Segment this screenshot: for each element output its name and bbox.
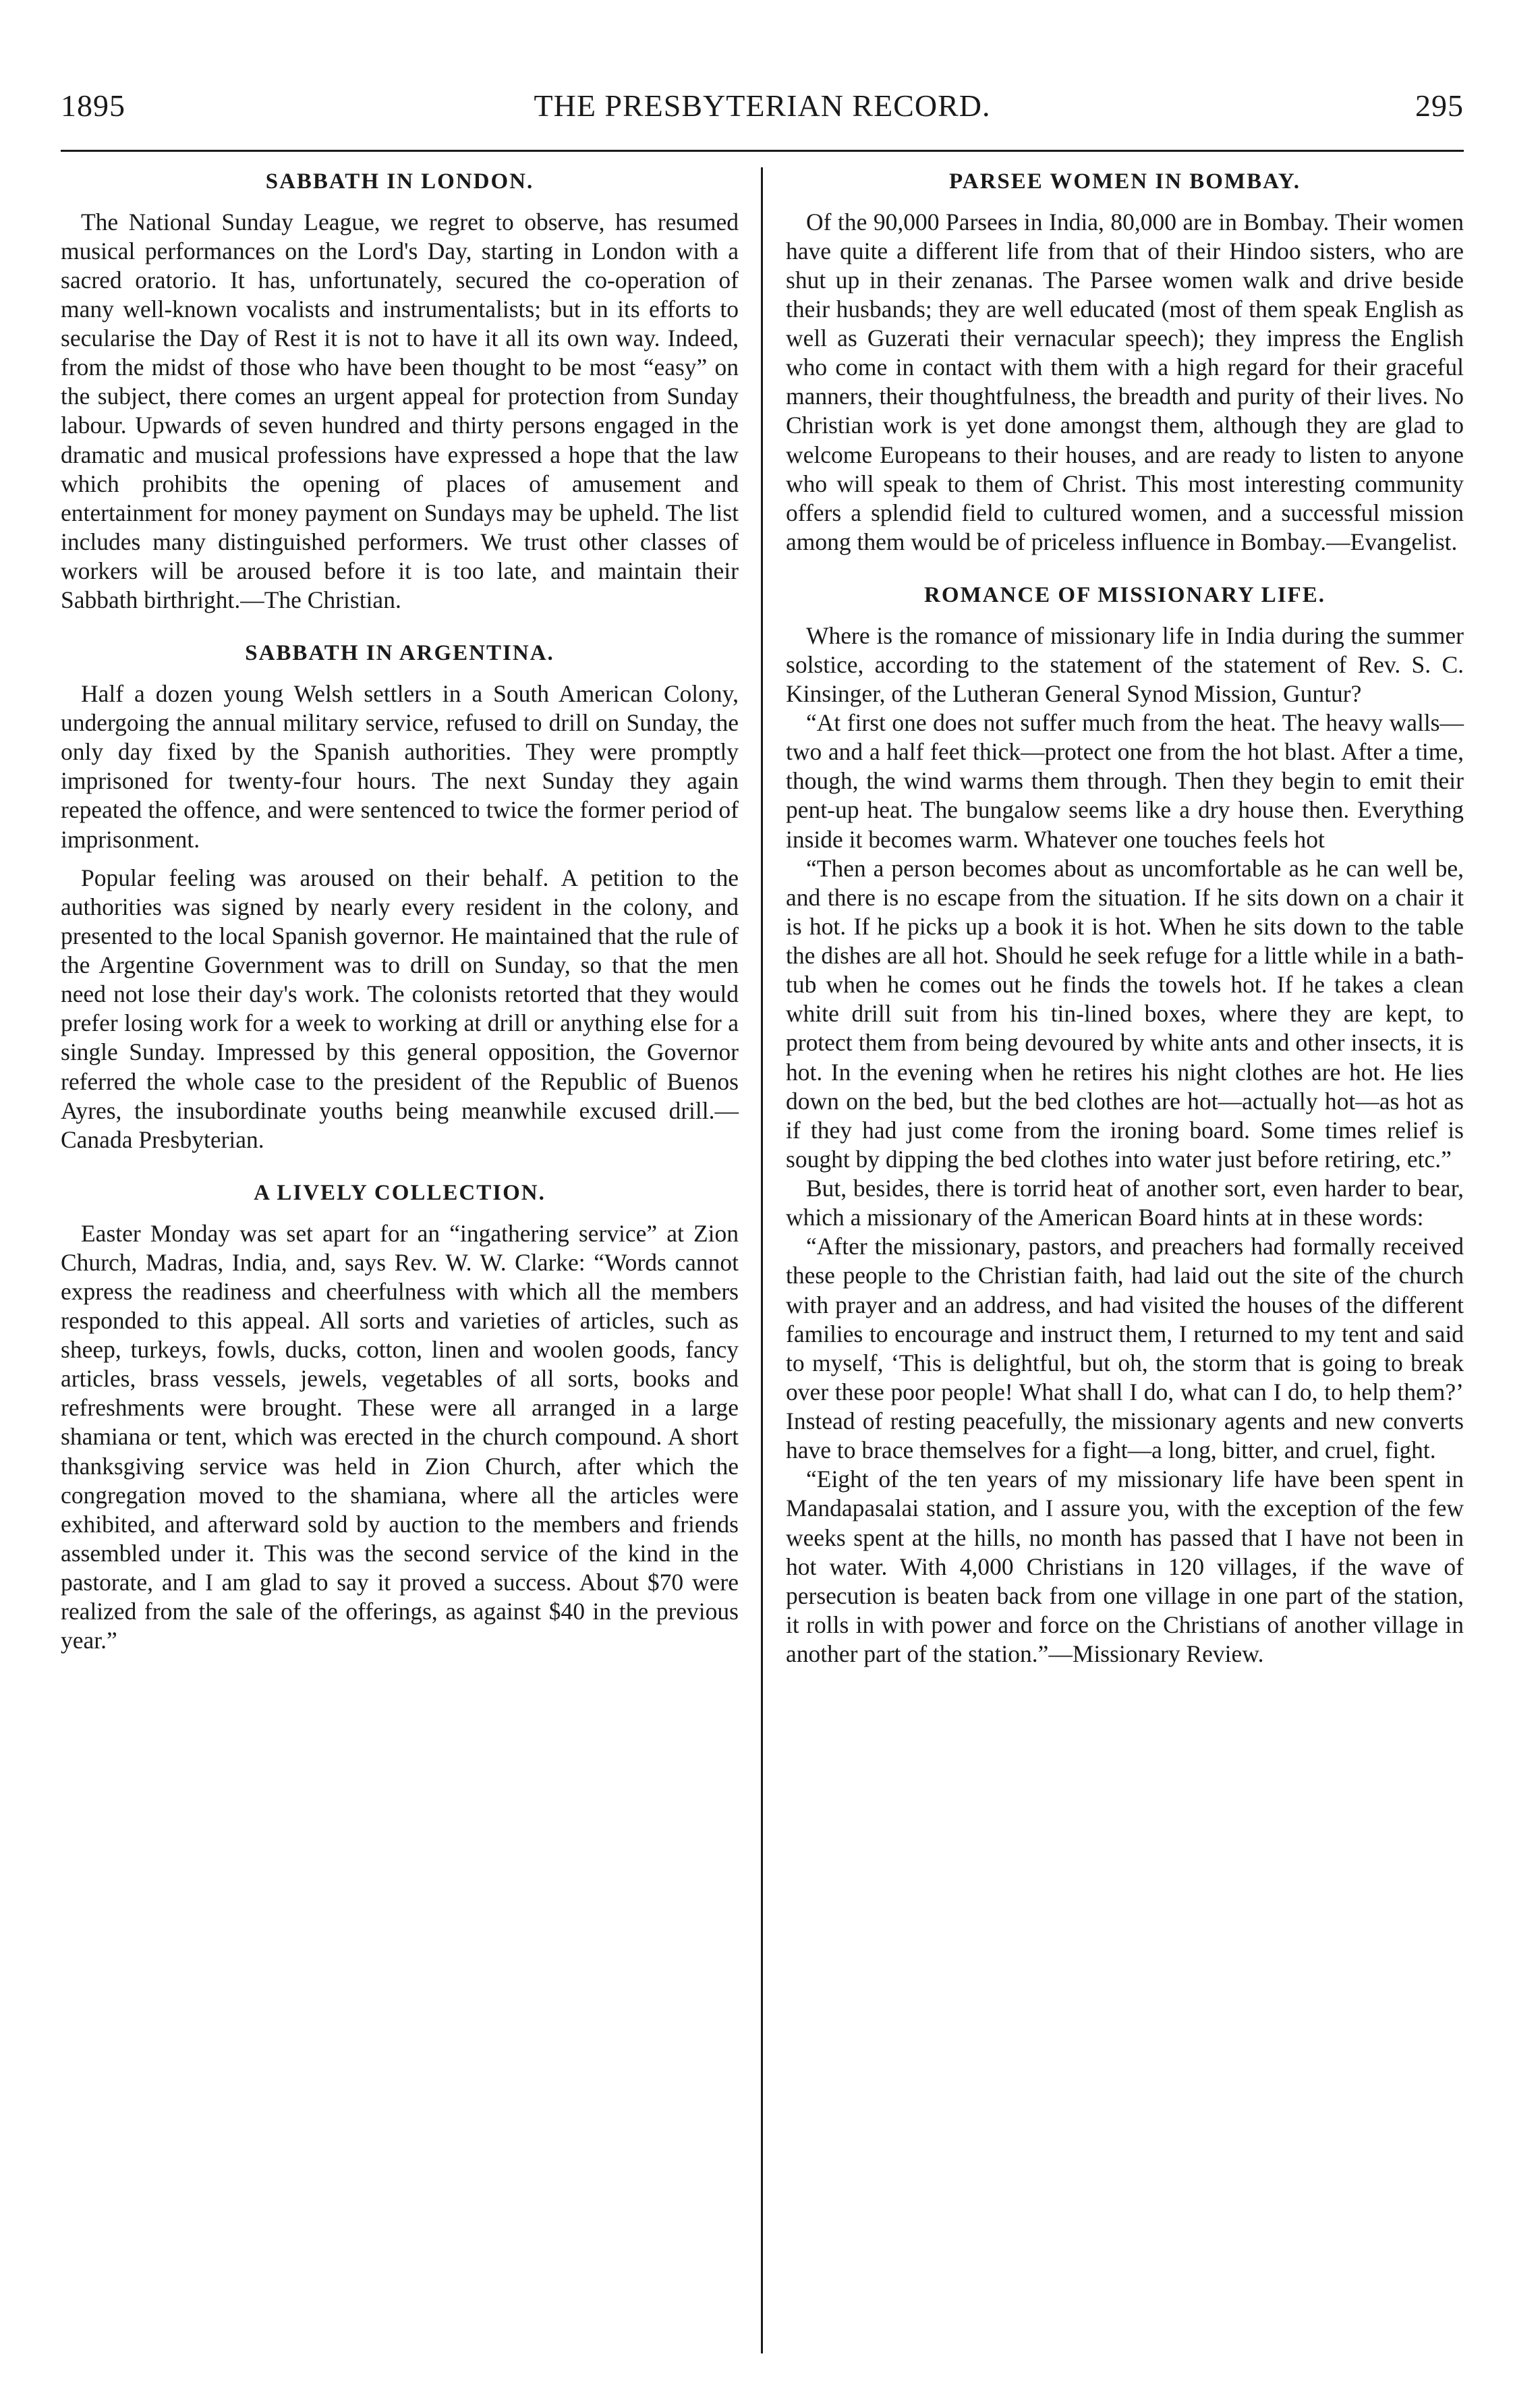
right-column — [786, 169, 1464, 1669]
header-year: 1895 — [61, 88, 125, 123]
article-paragraph: Half a dozen young Welsh settlers in a South American Colony, undergoing the annual military service, refused to drill on Sunday, the only day fixed by the Spanish authorities. They were promptly imprisoned for twenty-four hours. The next Sunday they again repeated the offence, and were sentenced to twice the former period of imprisonment. — [61, 679, 739, 853]
article-heading: ROMANCE OF MISSIONARY LIFE. — [924, 583, 1325, 608]
article-romance-of-missionary-life — [786, 582, 1464, 1669]
article-heading: PARSEE WOMEN IN BOMBAY. — [949, 169, 1301, 194]
article-paragraph: But, besides, there is torrid heat of another sort, even harder to bear, which a missionary of the American Board hints at in these words: — [786, 1175, 1464, 1231]
column-divider — [761, 167, 763, 2353]
article-paragraph: Popular feeling was aroused on their behalf. A petition to the authorities was signed by nearly every resident in the colony, and presented to the local Spanish governor. He maintained that the rule of the Argentine Government was to drill on Sunday, so that the men need not lose their day's work. The colonists retorted that they would prefer losing work for a week to working at drill or anything else for a single Sunday. Impressed by this general opposition, the Governor referred the whole case to the president of the Republic of Buenos Ayres, the insubordinate youths being meanwhile excused drill.—Canada Presbyterian. — [61, 864, 739, 1153]
article-paragraph: “After the missionary, pastors, and preachers had formally received these people to the Christian faith, had laid out the site of the church with prayer and an address, and had visited the houses of the different families to encourage and instruct them, I returned to my tent and said to myself, ‘This is delightful, but oh, the storm that is going to break over these poor people! What shall I do, what can I do, to help them?’ Instead of resting peacefully, the missionary agents and new converts have to brace themselves for a fight—a long, bitter, and cruel, fight. — [786, 1233, 1464, 1464]
article-paragraph: The National Sunday League, we regret to observe, has resumed musical performances on the Lord's Day, starting in London with a sacred oratorio. It has, unfortunately, secured the co-operation of many well-known vocalists and instrumentalists; but in its efforts to secularise the Day of Rest it is not to have it all its own way. Indeed, from the midst of those who have been thought to be most “easy” on the subject, there comes an urgent appeal for protection from Sunday labour. Upwards of seven hundred and thirty persons engaged in the dramatic and musical professions have expressed a hope that the law which prohibits the opening of places of amusement and entertainment for money payment on Sundays may be upheld. The list includes many distinguished performers. We trust other classes of workers will be aroused before it is too late, and maintain their Sabbath birthright.—The Christian. — [61, 208, 739, 614]
publication-title: THE PRESBYTERIAN RECORD. — [534, 88, 991, 123]
article-sabbath-in-london — [61, 169, 739, 615]
article-sabbath-in-argentina — [61, 640, 739, 1154]
article-paragraph: “Eight of the ten years of my missionary life have been spent in Mandapasalai station, and I assure you, with the exception of the few weeks spent at the hills, no month has passed that I have not been in hot water. With 4,000 Christians in 120 villages, if the wave of persecution is beaten back from one village in one part of the station, it rolls in with power and force on the Christians of another village in another part of the station.”—Missionary Review. — [786, 1466, 1464, 1668]
article-parsee-women-in-bombay — [786, 169, 1464, 557]
article-heading: SABBATH IN ARGENTINA. — [245, 641, 554, 666]
page-number: 295 — [1415, 88, 1464, 123]
article-paragraph: Where is the romance of missionary life in India during the summer solstice, according to the statement of the statement of Rev. S. C. Kinsinger, of the Lutheran General Synod Mission, Guntur? — [786, 621, 1464, 707]
newspaper-page — [61, 88, 1464, 2355]
header-rule — [61, 150, 1464, 152]
article-paragraph: Of the 90,000 Parsees in India, 80,000 are in Bombay. Their women have quite a different life from that of their Hindoo sisters, who are shut up in their zenanas. The Parsee women walk and drive beside their husbands; they are well educated (most of them speak English as well as Guzerati their vernacular speech); they impress the English who come in contact with them with a high regard for their graceful manners, their thoughtfulness, the breadth and purity of their lives. No Christian work is yet done amongst them, although they are glad to welcome Europeans to their houses, and are ready to listen to anyone who will speak to them of Christ. This most interesting community offers a splendid field to cultured women, and a successful mission among them would be of priceless influence in Bombay.—Evangelist. — [786, 208, 1464, 555]
page-header — [61, 88, 1464, 142]
article-paragraph: Easter Monday was set apart for an “ingathering service” at Zion Church, Madras, India, and, says Rev. W. W. Clarke: “Words cannot express the readiness and cheerfulness with which all the members responded to this appeal. All sorts and varieties of articles, such as sheep, turkeys, fowls, ducks, cotton, linen and woolen goods, fancy articles, brass vessels, jewels, vegetables of all sorts, books and refreshments were brought. These were all arranged in a large shamiana or tent, which was erected in the church compound. A short thanksgiving service was held in Zion Church, after which the congregation moved to the shamiana, where all the articles were exhibited, and afterward sold by auction to the members and friends assembled under it. This was the second service of the kind in the pastorate, and I am glad to say it proved a success. About $70 were realized from the sale of the offerings, as against $40 in the previous year.” — [61, 1219, 739, 1654]
article-paragraph: “Then a person becomes about as uncomfortable as he can well be, and there is no escape from the situation. If he sits down on a chair it is hot. If he picks up a book it is hot. When he sits down to the table the dishes are all hot. Should he seek refuge for a little while in a bath-tub when he comes out he finds the towels hot. If he takes a clean white drill suit from his tin-lined boxes, where they are kept, to protect them from being devoured by white ants and other insects, it is hot. In the evening when he retires his night clothes are hot. He lies down on the bed, but the bed clothes are hot—actually hot—as hot as if they had just come from the ironing board. Some times relief is sought by dipping the bed clothes into water just before retiring, etc.” — [786, 854, 1464, 1173]
article-heading: A LIVELY COLLECTION. — [254, 1180, 546, 1205]
article-paragraph: “At first one does not suffer much from the heat. The heavy walls—two and a half feet thick—protect one from the hot blast. After a time, though, the wind warms them through. Then they begin to emit their pent-up heat. The bungalow seems like a dry house then. Everything inside it becomes warm. Whatever one touches feels hot — [786, 709, 1464, 853]
left-column — [61, 169, 739, 1655]
article-a-lively-collection — [61, 1180, 739, 1655]
article-heading: SABBATH IN LONDON. — [265, 169, 534, 194]
